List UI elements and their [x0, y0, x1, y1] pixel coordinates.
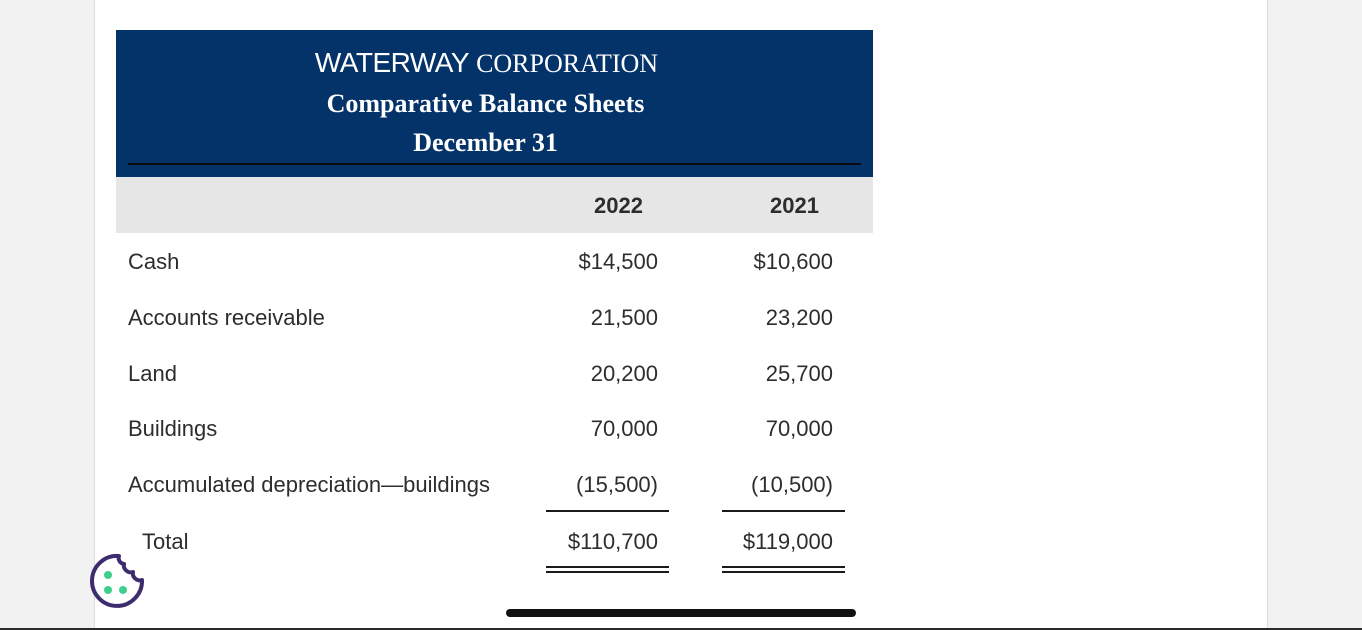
value-2021: 25,700 [765, 361, 833, 386]
total-2021: $119,000 [742, 529, 833, 554]
statement-title: Comparative Balance Sheets [326, 89, 645, 118]
company-name-part2: CORPORATION [476, 49, 659, 78]
statement-date: December 31 [413, 128, 558, 157]
total-2022: $110,700 [567, 529, 658, 554]
total-double-rule-2021-bottom [722, 571, 845, 573]
subtotal-rule-2022 [546, 510, 669, 512]
row-label: Accounts receivable [128, 305, 325, 330]
cookie-icon[interactable] [86, 550, 148, 612]
total-double-rule-2022-top [546, 566, 669, 568]
table-row-cash [116, 249, 873, 289]
value-2022: (15,500) [576, 472, 658, 497]
total-double-rule-2021-top [722, 566, 845, 568]
row-label: Buildings [128, 416, 218, 441]
value-2021: 23,200 [765, 305, 833, 330]
value-2021: $10,600 [753, 249, 833, 274]
column-header-2021: 2021 [770, 193, 819, 218]
statement-header [116, 30, 873, 177]
subtotal-rule-2021 [722, 510, 845, 512]
row-label: Land [128, 361, 177, 386]
value-2022: 21,500 [590, 305, 658, 330]
column-header-row [116, 177, 873, 233]
value-2021: 70,000 [765, 416, 833, 441]
header-rule [128, 163, 861, 165]
table-row-accounts-receivable [116, 305, 873, 345]
row-label: Cash [128, 249, 180, 274]
total-label: Total [142, 529, 189, 554]
home-indicator[interactable] [506, 609, 856, 617]
value-2022: 20,200 [590, 361, 658, 386]
table-row-total [116, 529, 873, 569]
value-2021: (10,500) [751, 472, 833, 497]
value-2022: $14,500 [578, 249, 658, 274]
table-row-land [116, 361, 873, 401]
value-2022: 70,000 [590, 416, 658, 441]
column-header-2022: 2022 [594, 193, 643, 218]
table-row-accumulated-depreciation [116, 472, 873, 512]
total-double-rule-2022-bottom [546, 571, 669, 573]
company-name-part1: WATERWAY [314, 47, 470, 78]
company-name [108, 47, 865, 80]
table-row-buildings [116, 416, 873, 456]
row-label: Accumulated depreciation—buildings [128, 472, 490, 497]
